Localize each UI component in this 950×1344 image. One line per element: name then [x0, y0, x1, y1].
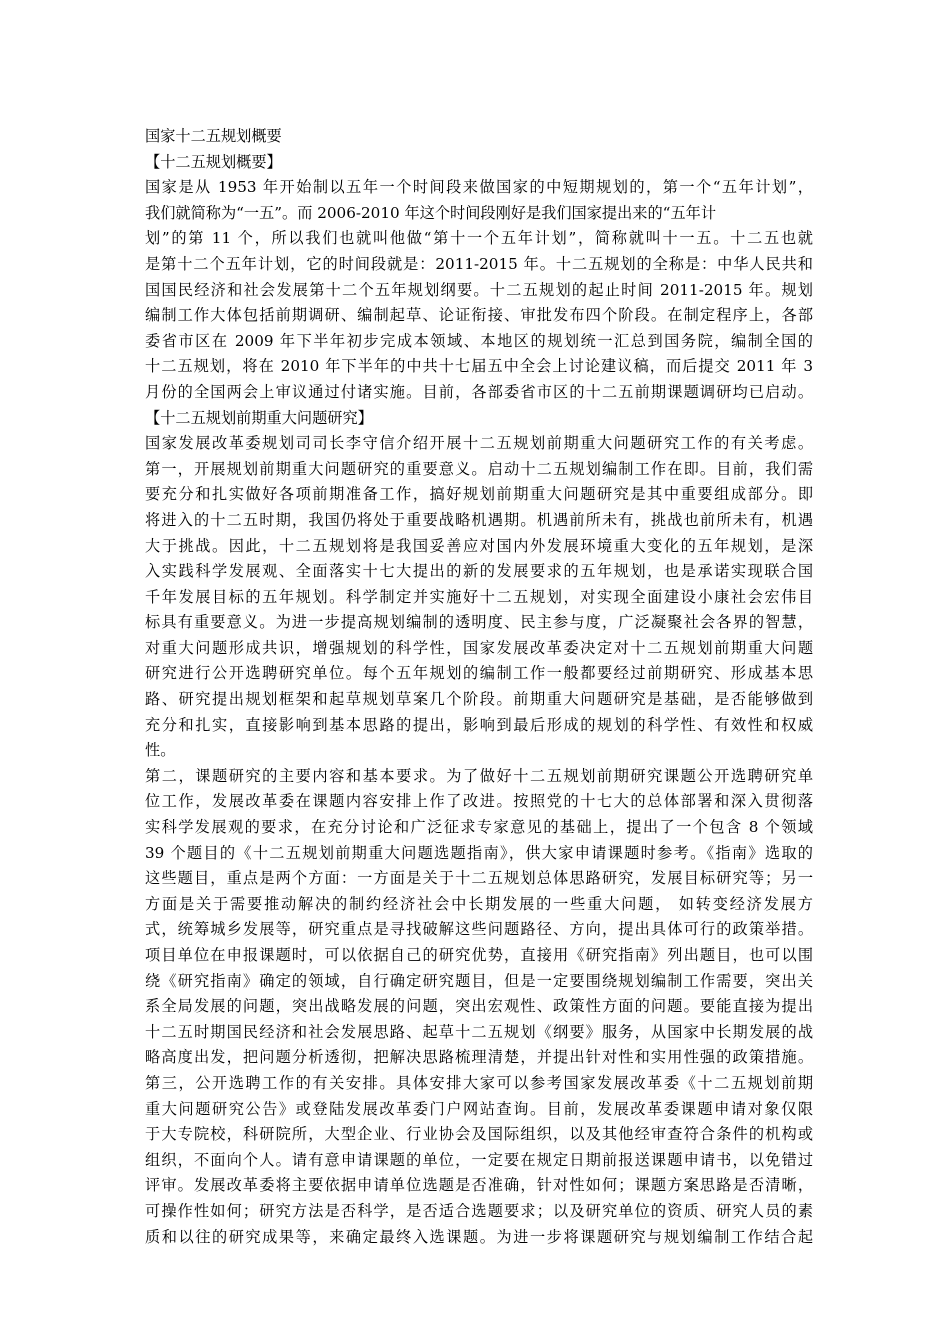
text-line: 可操作性如何；研究方法是否科学，是否适合选题要求；以及研究单位的资质、研究人员的素 — [145, 1201, 813, 1220]
text-line: 国家是从 1953 年开始制以五年一个时间段来做国家的中短期规划的，第一个“五年计划”， — [145, 178, 813, 197]
text-line: 划”的第 11 个，所以我们也就叫他做“第十一个五年计划”，简称就叫十一五。十二五也就 — [145, 229, 813, 248]
text-line: 第一，开展规划前期重大问题研究的重要意义。启动十二五规划编制工作在即。目前，我们需 — [145, 459, 813, 478]
text-line: 是第十二个五年计划，它的时间段就是：2011-2015 年。十二五规划的全称是：中华人民共和 — [145, 254, 813, 273]
text-line: 这些题目，重点是两个方面：一方面是关于十二五规划总体思路研究，发展目标研究等；另一 — [145, 869, 813, 888]
text-line: 编制工作大体包括前期调研、编制起草、论证衔接、审批发布四个阶段。在制定程序上，各部 — [145, 306, 813, 325]
text-line: 对重大问题形成共识，增强规划的科学性，国家发展改革委决定对十二五规划前期重大问题 — [145, 638, 813, 657]
text-line: 研究进行公开选聘研究单位。每个五年规划的编制工作一般都要经过前期研究、形成基本思 — [145, 664, 813, 683]
text-line: 实科学发展观的要求，在充分讨论和广泛征求专家意见的基础上，提出了一个包含 8 个领域 — [145, 818, 813, 837]
document-body — [145, 124, 813, 1250]
text-line: 月份的全国两会上审议通过付诸实施。目前，各部委省市区的十二五前期课题调研均已启动。 — [145, 382, 813, 401]
text-line: 要充分和扎实做好各项前期准备工作，搞好规划前期重大问题研究是其中重要组成部分。即 — [145, 485, 813, 504]
text-line: 方面是关于需要推动解决的制约经济社会中长期发展的一些重大问题， 如转变经济发展方 — [145, 894, 813, 913]
text-line: 系全局发展的问题，突出战略发展的问题，突出宏观性、政策性方面的问题。要能直接为提出 — [145, 997, 813, 1016]
text-line: 千年发展目标的五年规划。科学制定并实施好十二五规划，对实现全面建设小康社会宏伟目 — [145, 587, 813, 606]
text-line: 【十二五规划概要】 — [145, 152, 282, 171]
text-line: 大于挑战。因此，十二五规划将是我国妥善应对国内外发展环境重大变化的五年规划，是深 — [145, 536, 813, 555]
text-line: 质和以往的研究成果等，来确定最终入选课题。为进一步将课题研究与规划编制工作结合起 — [145, 1227, 813, 1246]
text-line: 国家发展改革委规划司司长李守信介绍开展十二五规划前期重大问题研究工作的有关考虑。 — [145, 434, 813, 453]
text-line: 项目单位在申报课题时，可以依据自己的研究优势，直接用《研究指南》列出题目，也可以围 — [145, 946, 813, 964]
text-line: 国国民经济和社会发展第十二个五年规划纲要。十二五规划的起止时间 2011-2015 年。规划 — [145, 280, 813, 299]
text-line: 入实践科学发展观、全面落实十七大提出的新的发展要求的五年规划，也是承诺实现联合国 — [145, 562, 813, 581]
text-line: 于大专院校，科研院所，大型企业、行业协会及国际组织，以及其他经审查符合条件的机构或 — [145, 1125, 813, 1144]
text-line: 我们就简称为“一五”。而 2006-2010 年这个时间段刚好是我们国家提出来的“五年计 — [145, 203, 717, 222]
text-line: 39 个题目的《十二五规划前期重大问题选题指南》，供大家申请课题时参考。《指南》选取的 — [145, 843, 813, 862]
text-line: 组织，不面向个人。请有意申请课题的单位，一定要在规定日期前报送课题申请书，以免错过 — [145, 1150, 813, 1169]
text-line: 将进入的十二五时期，我国仍将处于重要战略机遇期。机遇前所未有，挑战也前所未有，机遇 — [145, 510, 813, 529]
text-line: 略高度出发，把问题分析透彻，把解决思路梳理清楚，并提出针对性和实用性强的政策措施。 — [145, 1048, 813, 1067]
text-line: 性。 — [145, 741, 176, 760]
text-line: 第二，课题研究的主要内容和基本要求。为了做好十二五规划前期研究课题公开选聘研究单 — [145, 766, 813, 785]
text-line: 式，统筹城乡发展等，研究重点是寻找破解这些问题路径、方向，提出具体可行的政策举措。 — [145, 920, 813, 939]
text-line: 标具有重要意义。为进一步提高规划编制的透明度、民主参与度，广泛凝聚社会各界的智慧， — [145, 613, 813, 632]
text-line: 第三，公开选聘工作的有关安排。具体安排大家可以参考国家发展改革委《十二五规划前期 — [145, 1073, 813, 1092]
text-line: 充分和扎实，直接影响到基本思路的提出，影响到最后形成的规划的科学性、有效性和权威 — [145, 715, 813, 734]
text-line: 十二五规划，将在 2010 年下半年的中共十七届五中全会上讨论建议稿，而后提交 2011 年 3 — [145, 357, 813, 376]
text-line: 绕《研究指南》确定的领域，自行确定研究题目，但是一定要围绕规划编制工作需要，突出关 — [145, 971, 813, 990]
text-line: 十二五时期国民经济和社会发展思路、起草十二五规划《纲要》服务，从国家中长期发展的战 — [145, 1022, 813, 1041]
text-line: 委省市区在 2009 年下半年初步完成本领域、本地区的规划统一汇总到国务院，编制全国的 — [145, 331, 813, 350]
text-line: 重大问题研究公告》或登陆发展改革委门户网站查询。目前，发展改革委课题申请对象仅限 — [145, 1099, 813, 1118]
text-line: 评审。发展改革委将主要依据申请单位选题是否准确，针对性如何；课题方案思路是否清晰， — [145, 1176, 813, 1195]
text-line: 位工作，发展改革委在课题内容安排上作了改进。按照党的十七大的总体部署和深入贯彻落 — [145, 792, 813, 811]
text-line: 路、研究提出规划框架和起草规划草案几个阶段。前期重大问题研究是基础，是否能够做到 — [145, 690, 813, 709]
text-line: 【十二五规划前期重大问题研究】 — [145, 408, 373, 427]
text-line: 国家十二五规划概要 — [145, 127, 282, 145]
